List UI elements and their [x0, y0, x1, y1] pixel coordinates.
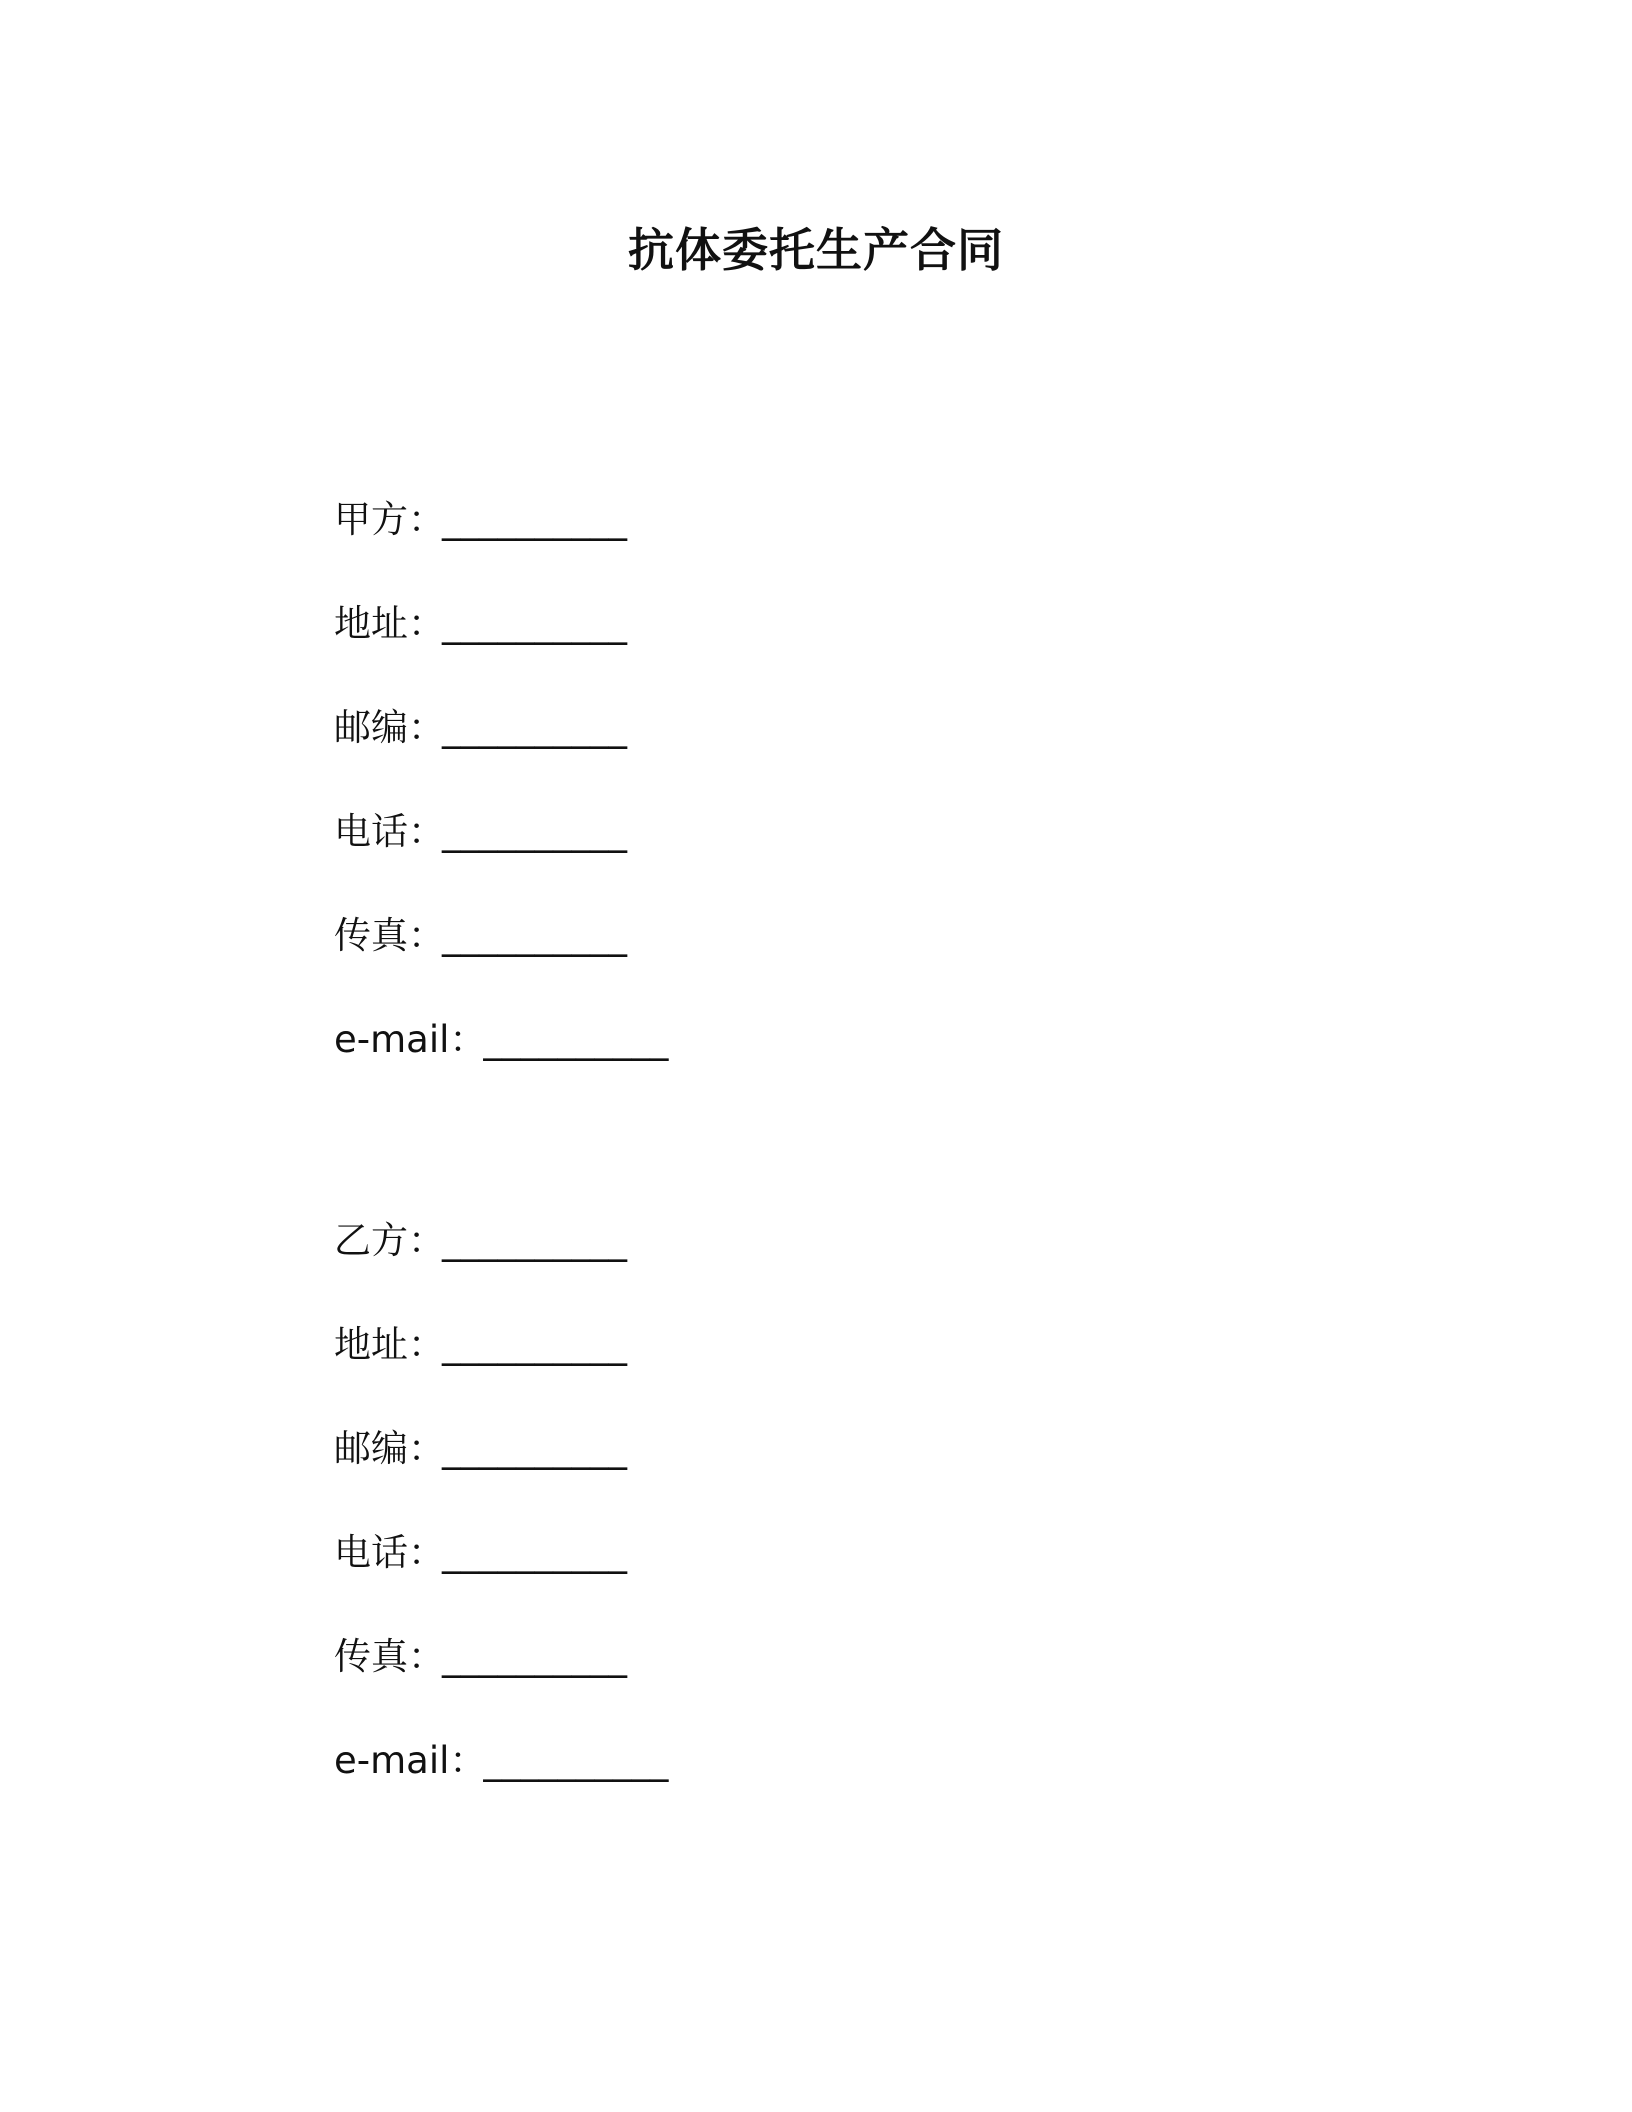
fill-in-blank: __________: [442, 1427, 627, 1470]
field-label: 邮编: [334, 1427, 408, 1470]
party-b-fax-field: [334, 1629, 668, 1733]
field-colon: ：: [408, 498, 445, 541]
fill-in-blank: __________: [483, 1739, 669, 1782]
party-b-address-field: [334, 1317, 668, 1421]
party-a-postcode-field: [334, 700, 668, 804]
fill-in-blank: __________: [442, 1323, 627, 1366]
field-colon: ：: [408, 1219, 445, 1262]
field-colon: ：: [408, 810, 445, 853]
field-colon: ：: [408, 914, 445, 957]
party-b-phone-field: [334, 1525, 668, 1629]
party-b-email-field: [334, 1733, 668, 1837]
field-colon: ：: [408, 1635, 445, 1678]
fill-in-blank: __________: [442, 1531, 627, 1574]
field-colon: ：: [449, 1739, 487, 1782]
party-a-email-field: [334, 1012, 668, 1116]
field-colon: ：: [408, 1531, 445, 1574]
party-a-address-field: [334, 596, 668, 700]
field-label: 邮编: [334, 706, 408, 749]
party-b-section: [334, 1213, 668, 1837]
fill-in-blank: __________: [442, 914, 627, 957]
field-label: 电话: [334, 1531, 408, 1574]
fill-in-blank: __________: [442, 810, 627, 853]
field-colon: ：: [408, 602, 445, 645]
party-a-phone-field: [334, 804, 668, 908]
fill-in-blank: __________: [442, 1635, 627, 1678]
field-label: 地址: [334, 1323, 408, 1366]
party-a-section: [334, 492, 668, 1116]
party-a-fax-field: [334, 908, 668, 1012]
document-title: 抗体委托生产合同: [628, 223, 1004, 277]
party-b-name-field: [334, 1213, 668, 1317]
field-colon: ：: [449, 1018, 487, 1061]
field-colon: ：: [408, 1323, 445, 1366]
field-label: 电话: [334, 810, 408, 853]
field-colon: ：: [408, 706, 445, 749]
field-label: 传真: [334, 914, 408, 957]
field-colon: ：: [408, 1427, 445, 1470]
field-label: 乙方: [334, 1219, 408, 1262]
fill-in-blank: __________: [442, 1219, 627, 1262]
field-label: e-mail: [334, 1018, 450, 1061]
field-label: 传真: [334, 1635, 408, 1678]
fill-in-blank: __________: [442, 706, 627, 749]
fill-in-blank: __________: [442, 602, 627, 645]
party-b-postcode-field: [334, 1421, 668, 1525]
fill-in-blank: __________: [442, 498, 627, 541]
party-a-name-field: [334, 492, 668, 596]
fill-in-blank: __________: [483, 1018, 669, 1061]
field-label: 甲方: [334, 498, 408, 541]
field-label: 地址: [334, 602, 408, 645]
field-label: e-mail: [334, 1739, 450, 1782]
